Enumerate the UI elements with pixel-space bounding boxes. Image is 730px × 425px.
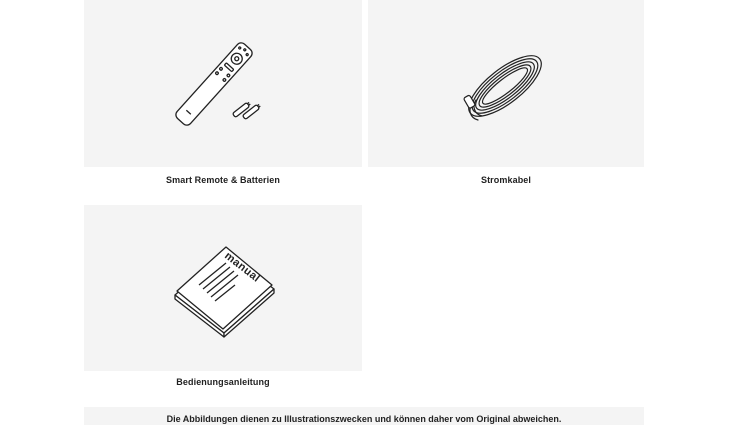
item-tile-cable (368, 0, 644, 167)
item-label-manual: Bedienungsanleitung (176, 377, 270, 387)
manual-cover-word: manual (222, 249, 263, 285)
item-tile-remote (84, 0, 362, 167)
item-label-remote: Smart Remote & Batterien (166, 175, 280, 185)
item-label-cable: Stromkabel (480, 175, 532, 185)
power-cable-icon (368, 0, 644, 167)
illustration-disclaimer: Die Abbildungen dienen zu Illustrationszwecken und können daher vom Original abweichen. (84, 407, 644, 425)
item-tile-manual (84, 205, 362, 371)
remote-and-batteries-icon (84, 0, 362, 167)
manual-icon (84, 205, 362, 371)
